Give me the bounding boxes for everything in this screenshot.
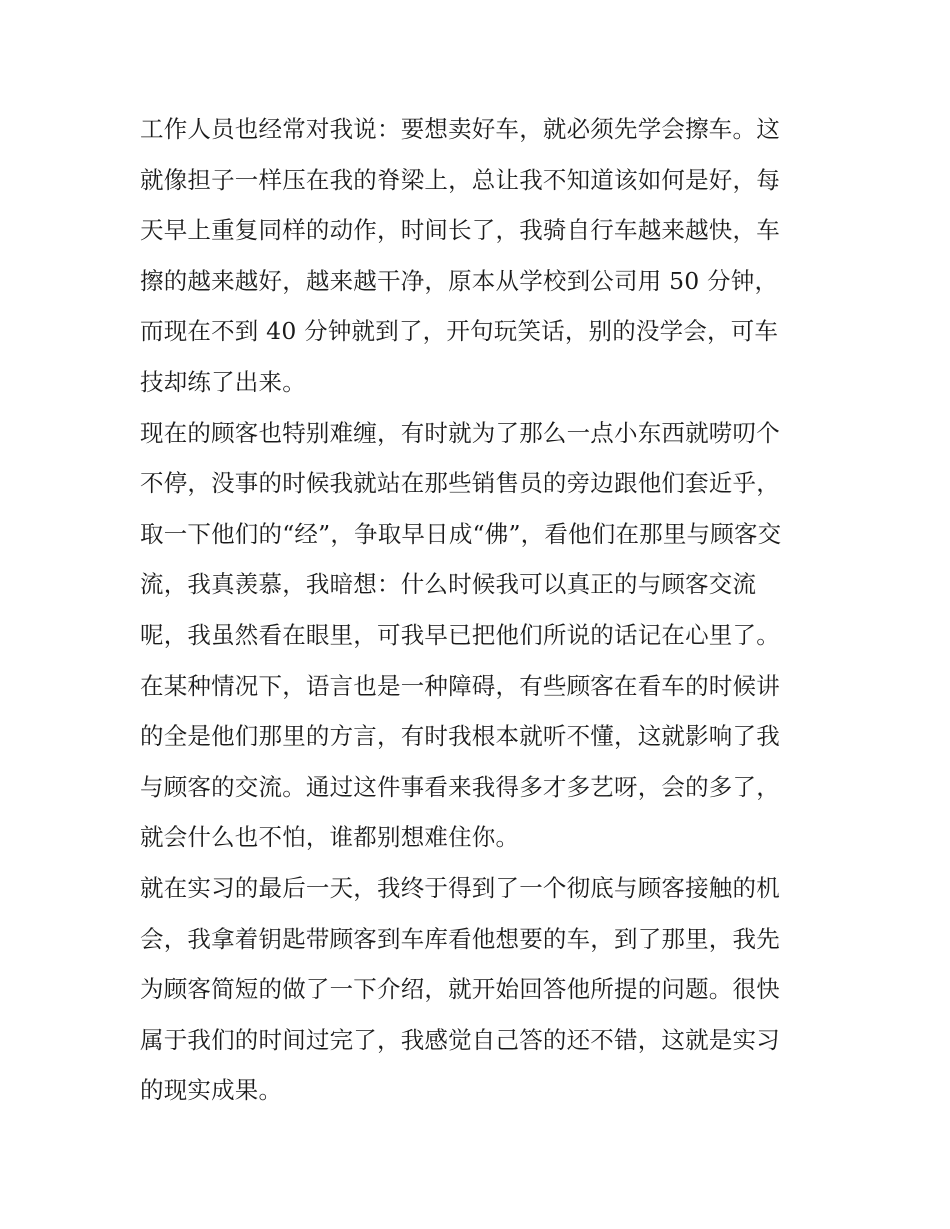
text-line: 现在的顾客也特别难缠，有时就为了那么一点小东西就唠叨个 (140, 418, 780, 447)
paragraph-4 (140, 863, 820, 1116)
text-line: 呢，我虽然看在眼里，可我早已把他们所说的话记在心里了。 (140, 620, 780, 649)
text-line: 的全是他们那里的方言，有时我根本就听不懂，这就影响了我 (140, 722, 780, 751)
document-body (140, 104, 820, 1116)
text-line: 为顾客简短的做了一下介绍，就开始回答他所提的问题。很快 (140, 975, 780, 1004)
paragraph-3 (140, 661, 820, 863)
text-line: 属于我们的时间过完了，我感觉自己答的还不错，这就是实习 (140, 1025, 780, 1054)
text-line: 流，我真羡慕，我暗想：什么时候我可以真正的与顾客交流 (140, 570, 757, 599)
text-line: 取一下他们的“经”，争取早日成“佛”，看他们在那里与顾客交 (140, 519, 782, 548)
paragraph-1 (140, 104, 820, 408)
text-line: 在某种情况下，语言也是一种障碍，有些顾客在看车的时候讲 (140, 671, 780, 700)
paragraph-2 (140, 408, 820, 661)
text-line: 不停，没事的时候我就站在那些销售员的旁边跟他们套近乎， (140, 469, 780, 498)
text-line: 与顾客的交流。通过这件事看来我得多才多艺呀，会的多了， (140, 772, 780, 801)
text-line: 天早上重复同样的动作，时间长了，我骑自行车越来越快，车 (140, 216, 780, 245)
text-line: 工作人员也经常对我说：要想卖好车，就必须先学会擦车。这 (140, 115, 780, 143)
text-line: 的现实成果。 (140, 1076, 283, 1105)
text-line: 就像担子一样压在我的脊梁上，总让我不知道该如何是好，每 (140, 165, 780, 194)
text-line: 而现在不到 40 分钟就到了，开句玩笑话，别的没学会，可车 (140, 317, 779, 346)
text-line: 会，我拿着钥匙带顾客到车库看他想要的车，到了那里，我先 (140, 924, 780, 953)
text-line: 就会什么也不怕，谁都别想难住你。 (140, 823, 520, 852)
text-line: 技却练了出来。 (140, 367, 306, 396)
text-line: 就在实习的最后一天，我终于得到了一个彻底与顾客接触的机 (140, 873, 780, 902)
text-line: 擦的越来越好，越来越干净，原本从学校到公司用 50 分钟， (140, 266, 779, 295)
